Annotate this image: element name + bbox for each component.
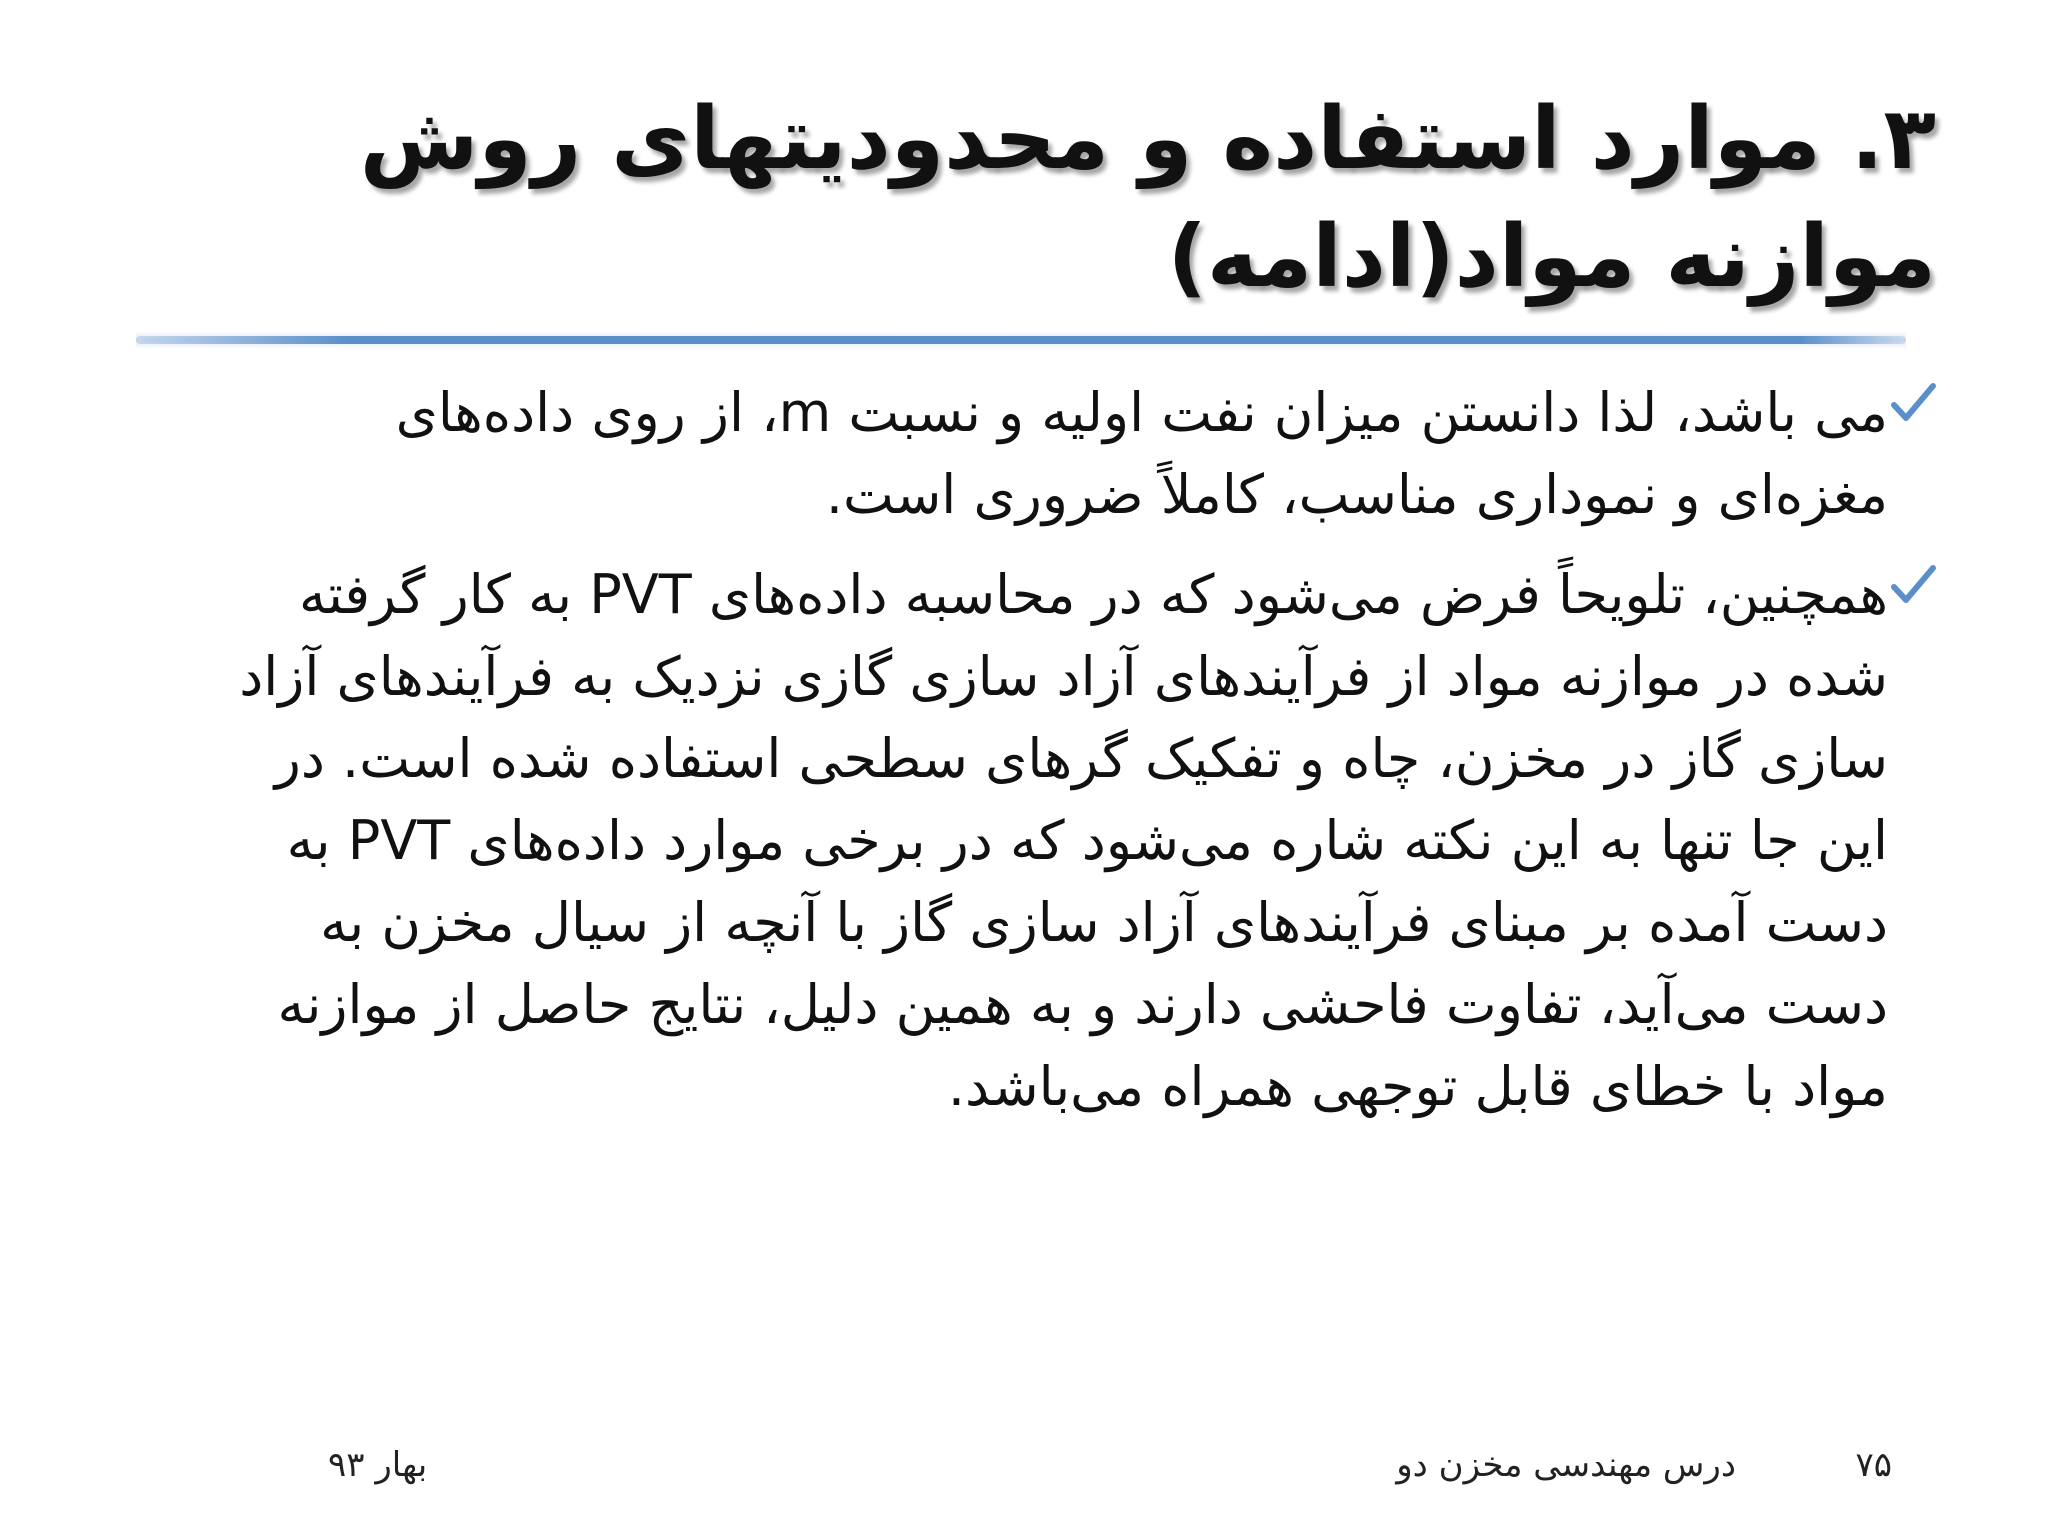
semester: بهار ۹۳ — [328, 1445, 428, 1485]
bullet-item-1 — [186, 372, 1936, 536]
check-icon — [1890, 380, 1936, 426]
bullet-item-2 — [186, 554, 1936, 1128]
slide-title-line-2: موازنه مواد(ادامه) — [1167, 207, 1936, 307]
bullet-text-1: می باشد، لذا دانستن میزان نفت اولیه و نسبت m، از روی داده‌های مغزه‌ای و نموداری مناسب، کاملاً ضروری است. — [395, 381, 1888, 526]
check-icon — [1890, 562, 1936, 608]
course-name: درس مهندسی مخزن دو — [1396, 1445, 1736, 1485]
bullet-text-2: همچنین، تلویحاً فرض می‌شود که در محاسبه داده‌های PVT به کار گرفته شده در موازنه مواد از فرآیندهای آزاد سازی گازی نزدیک به فرآیندهای آزاد سازی گاز در مخزن، چاه و تفکیک گرهای سطحی استفاده شده است. در این جا تنها به این نکته شاره می‌شود که در برخی موارد داده‌های PVT به دست آمده بر مبنای فرآیندهای آزاد سازی گاز با آنچه از سیال مخزن به دست می‌آید، تفاوت فاحشی دارند و به همین دلیل، نتایج حاصل از موازنه مواد با خطای قابل توجهی همراه می‌باشد. — [239, 563, 1888, 1118]
page-number: ۷۵ — [1855, 1445, 1892, 1485]
slide-title — [276, 80, 1936, 316]
bullet-list — [186, 372, 1936, 1146]
title-divider — [136, 336, 1906, 344]
slide-title-line-1: ۳. موارد استفاده و محدودیتهای روش — [359, 89, 1936, 189]
